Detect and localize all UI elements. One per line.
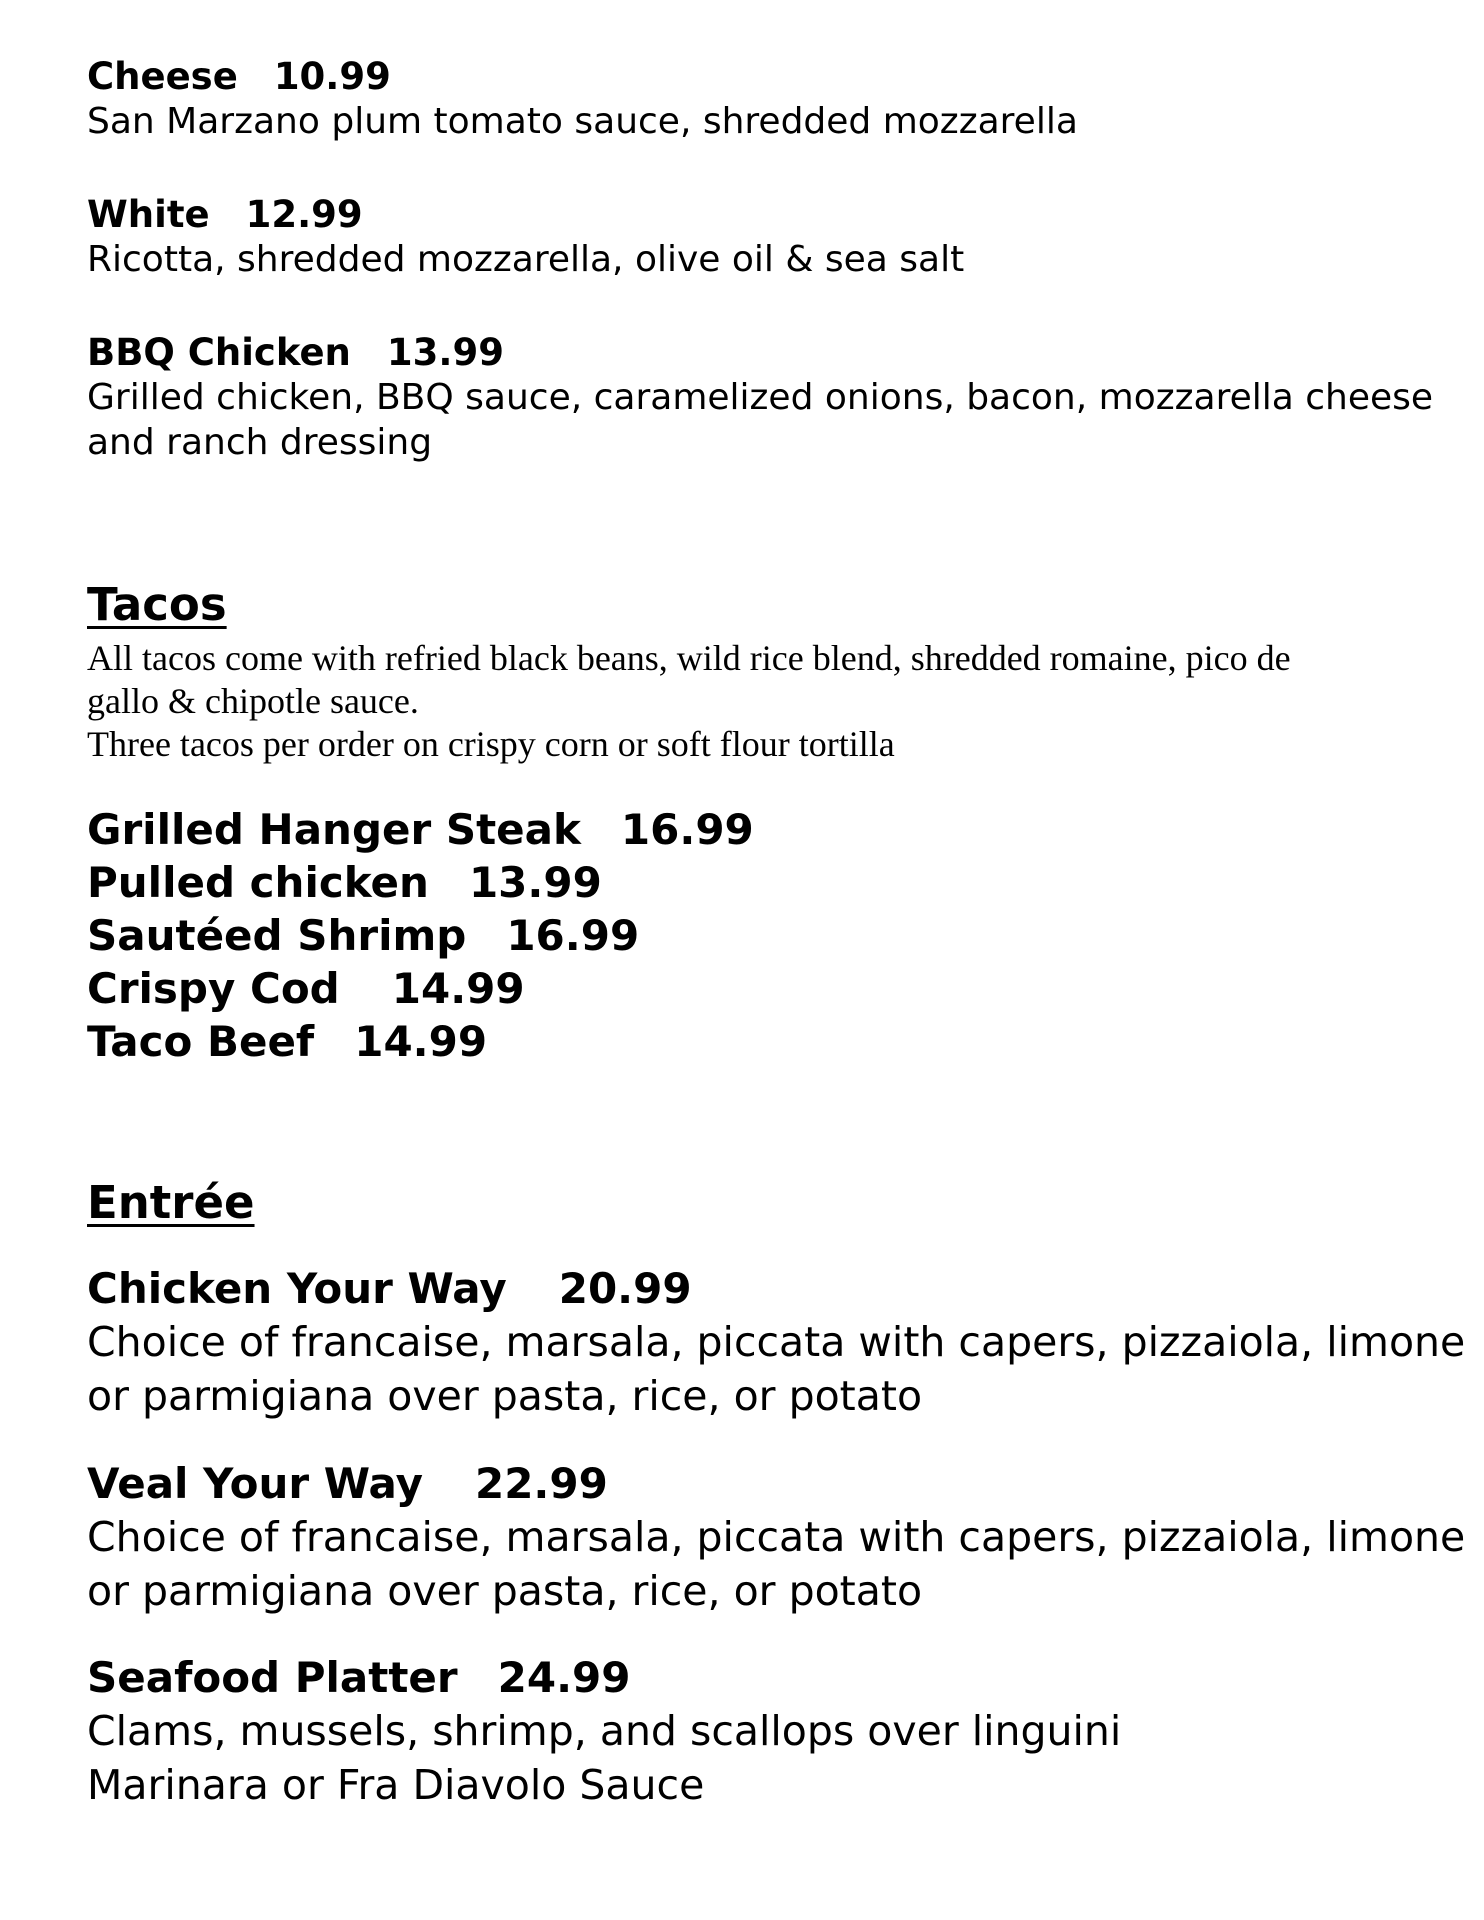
item-description: San Marzano plum tomato sauce, shredded mozzarella	[87, 101, 1078, 142]
item-title	[87, 1652, 1121, 1704]
item-price: 22.99	[474, 1459, 608, 1508]
item-title	[87, 330, 1433, 375]
item-name: Cheese	[87, 55, 238, 98]
item-title	[87, 1263, 1465, 1315]
tacos-note-line: gallo & chipotle sauce.	[87, 681, 419, 721]
item-name: BBQ Chicken	[87, 331, 351, 374]
section-heading-tacos: Tacos	[87, 578, 227, 631]
item-description: or parmigiana over pasta, rice, or potato	[87, 1372, 923, 1420]
taco-item	[87, 962, 754, 1015]
item-name: Pulled chicken	[87, 858, 429, 907]
item-description: Clams, mussels, shrimp, and scallops over linguini	[87, 1707, 1122, 1755]
item-price: 13.99	[468, 858, 602, 907]
menu-item-chicken-your-way	[87, 1263, 1465, 1423]
item-name: Grilled Hanger Steak	[87, 805, 581, 854]
item-price: 13.99	[386, 331, 504, 374]
item-description: Marinara or Fra Diavolo Sauce	[87, 1761, 705, 1809]
tacos-list	[87, 803, 754, 1068]
item-name: Veal Your Way	[87, 1459, 423, 1508]
item-price: 10.99	[273, 55, 391, 98]
menu-item-cheese	[87, 54, 1078, 144]
item-price: 14.99	[354, 1017, 488, 1066]
tacos-note-line: Three tacos per order on crispy corn or soft flour tortilla	[87, 724, 895, 764]
menu-item-seafood-platter	[87, 1652, 1121, 1812]
taco-item	[87, 909, 754, 962]
item-name: Taco Beef	[87, 1017, 315, 1066]
item-price: 16.99	[506, 911, 640, 960]
item-description: Choice of francaise, marsala, piccata with capers, pizzaiola, limone	[87, 1513, 1466, 1561]
item-price: 24.99	[497, 1653, 631, 1702]
tacos-note-line: All tacos come with refried black beans, wild rice blend, shredded romaine, pico de	[87, 638, 1291, 678]
menu-item-veal-your-way	[87, 1458, 1465, 1618]
item-description: Choice of francaise, marsala, piccata with capers, pizzaiola, limone	[87, 1318, 1466, 1366]
item-description: and ranch dressing	[87, 422, 433, 463]
menu-item-bbq-chicken	[87, 330, 1433, 465]
item-title	[87, 1458, 1465, 1510]
item-title	[87, 54, 1078, 99]
item-description: Grilled chicken, BBQ sauce, caramelized onions, bacon, mozzarella cheese	[87, 377, 1434, 418]
section-heading-entree: Entrée	[87, 1176, 255, 1229]
item-price: 12.99	[245, 193, 363, 236]
item-name: Crispy Cod	[87, 964, 340, 1013]
menu-item-white	[87, 192, 964, 282]
item-description: or parmigiana over pasta, rice, or potato	[87, 1567, 923, 1615]
item-price: 20.99	[558, 1264, 692, 1313]
taco-item	[87, 1015, 754, 1068]
item-name: Seafood Platter	[87, 1653, 458, 1702]
tacos-note	[87, 637, 1291, 766]
item-name: Sautéed Shrimp	[87, 911, 467, 960]
item-name: White	[87, 193, 210, 236]
item-title	[87, 192, 964, 237]
taco-item	[87, 856, 754, 909]
item-price: 14.99	[391, 964, 525, 1013]
item-name: Chicken Your Way	[87, 1264, 507, 1313]
taco-item	[87, 803, 754, 856]
item-description: Ricotta, shredded mozzarella, olive oil & sea salt	[87, 239, 965, 280]
item-price: 16.99	[620, 805, 754, 854]
